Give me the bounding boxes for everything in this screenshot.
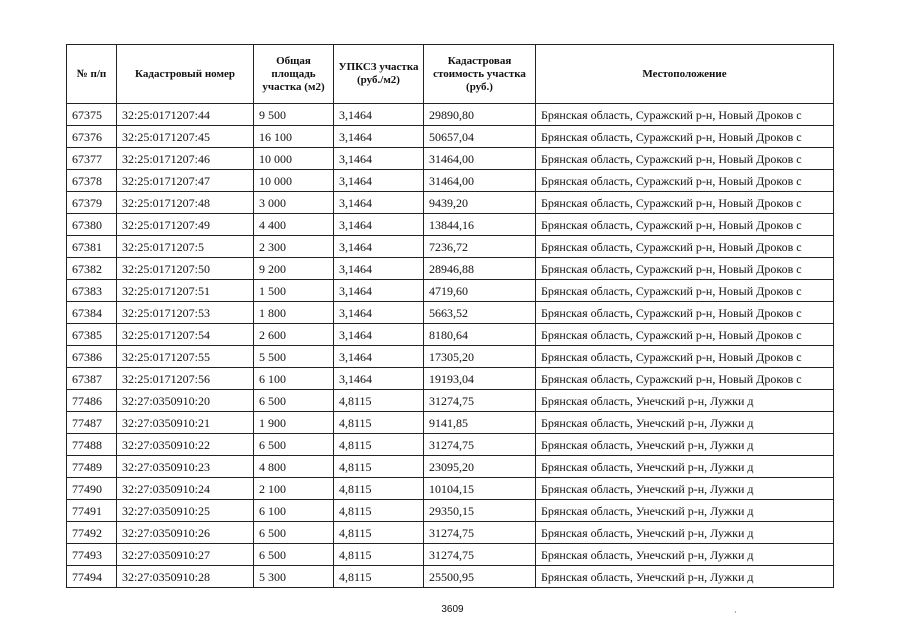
cell-location: Брянская область, Суражский р-н, Новый Дроков с (536, 192, 834, 214)
cell-area: 9 200 (254, 258, 334, 280)
cell-cadastral-number: 32:27:0350910:21 (117, 412, 254, 434)
cell-area: 5 500 (254, 346, 334, 368)
table-row (67, 478, 834, 500)
cell-upksz: 3,1464 (334, 104, 424, 126)
cell-number: 67382 (67, 258, 117, 280)
cell-location: Брянская область, Суражский р-н, Новый Дроков с (536, 214, 834, 236)
cell-area: 16 100 (254, 126, 334, 148)
cell-location: Брянская область, Суражский р-н, Новый Дроков с (536, 126, 834, 148)
cell-cadastral-value: 9141,85 (424, 412, 536, 434)
cell-location: Брянская область, Унечский р-н, Лужки д (536, 390, 834, 412)
table-row (67, 324, 834, 346)
cell-area: 2 600 (254, 324, 334, 346)
cell-cadastral-number: 32:25:0171207:53 (117, 302, 254, 324)
cell-cadastral-value: 5663,52 (424, 302, 536, 324)
cell-area: 1 800 (254, 302, 334, 324)
cell-cadastral-value: 29890,80 (424, 104, 536, 126)
table-row (67, 346, 834, 368)
cell-upksz: 4,8115 (334, 412, 424, 434)
cell-upksz: 3,1464 (334, 280, 424, 302)
cell-number: 77490 (67, 478, 117, 500)
cell-cadastral-number: 32:25:0171207:56 (117, 368, 254, 390)
table-row (67, 522, 834, 544)
cell-location: Брянская область, Суражский р-н, Новый Дроков с (536, 368, 834, 390)
cell-cadastral-value: 25500,95 (424, 566, 536, 588)
cell-cadastral-number: 32:25:0171207:5 (117, 236, 254, 258)
cell-number: 77489 (67, 456, 117, 478)
table-row (67, 214, 834, 236)
cell-number: 67380 (67, 214, 117, 236)
cell-location: Брянская область, Суражский р-н, Новый Дроков с (536, 346, 834, 368)
cell-upksz: 4,8115 (334, 522, 424, 544)
cell-cadastral-number: 32:27:0350910:27 (117, 544, 254, 566)
cell-location: Брянская область, Суражский р-н, Новый Дроков с (536, 302, 834, 324)
cell-upksz: 3,1464 (334, 214, 424, 236)
cell-number: 77492 (67, 522, 117, 544)
cell-number: 77493 (67, 544, 117, 566)
table-row (67, 302, 834, 324)
header-upksz: УПКСЗ участка (руб./м2) (334, 45, 424, 104)
cell-location: Брянская область, Суражский р-н, Новый Дроков с (536, 258, 834, 280)
cell-cadastral-value: 8180,64 (424, 324, 536, 346)
cell-area: 6 500 (254, 522, 334, 544)
cadastral-table (66, 44, 834, 588)
cell-area: 4 800 (254, 456, 334, 478)
cell-cadastral-value: 10104,15 (424, 478, 536, 500)
cell-upksz: 4,8115 (334, 390, 424, 412)
cell-location: Брянская область, Унечский р-н, Лужки д (536, 412, 834, 434)
cell-location: Брянская область, Унечский р-н, Лужки д (536, 544, 834, 566)
cell-location: Брянская область, Унечский р-н, Лужки д (536, 522, 834, 544)
cell-location: Брянская область, Унечский р-н, Лужки д (536, 566, 834, 588)
header-area: Общая площадь участка (м2) (254, 45, 334, 104)
cell-cadastral-value: 23095,20 (424, 456, 536, 478)
cell-cadastral-number: 32:27:0350910:25 (117, 500, 254, 522)
table-row (67, 566, 834, 588)
cell-upksz: 3,1464 (334, 236, 424, 258)
cell-location: Брянская область, Суражский р-н, Новый Дроков с (536, 280, 834, 302)
cell-area: 6 500 (254, 390, 334, 412)
cell-upksz: 4,8115 (334, 566, 424, 588)
cell-cadastral-value: 31274,75 (424, 544, 536, 566)
cell-number: 67376 (67, 126, 117, 148)
table-row (67, 170, 834, 192)
cell-area: 9 500 (254, 104, 334, 126)
header-cadastral-number: Кадастровый номер (117, 45, 254, 104)
cell-area: 3 000 (254, 192, 334, 214)
cell-cadastral-value: 17305,20 (424, 346, 536, 368)
cell-cadastral-value: 13844,16 (424, 214, 536, 236)
cell-area: 10 000 (254, 148, 334, 170)
cell-number: 67379 (67, 192, 117, 214)
cell-location: Брянская область, Суражский р-н, Новый Дроков с (536, 324, 834, 346)
cell-cadastral-value: 50657,04 (424, 126, 536, 148)
cell-location: Брянская область, Унечский р-н, Лужки д (536, 500, 834, 522)
cell-cadastral-number: 32:27:0350910:22 (117, 434, 254, 456)
cell-cadastral-number: 32:27:0350910:28 (117, 566, 254, 588)
cell-cadastral-number: 32:27:0350910:26 (117, 522, 254, 544)
cell-location: Брянская область, Суражский р-н, Новый Дроков с (536, 236, 834, 258)
table-row (67, 390, 834, 412)
cell-cadastral-value: 7236,72 (424, 236, 536, 258)
cell-upksz: 4,8115 (334, 478, 424, 500)
cell-location: Брянская область, Унечский р-н, Лужки д (536, 456, 834, 478)
cell-cadastral-number: 32:25:0171207:47 (117, 170, 254, 192)
table-row (67, 192, 834, 214)
cell-upksz: 4,8115 (334, 456, 424, 478)
cell-upksz: 3,1464 (334, 324, 424, 346)
cell-number: 67378 (67, 170, 117, 192)
table-row (67, 258, 834, 280)
header-cadastral-value: Кадастровая стоимость участка (руб.) (424, 45, 536, 104)
cell-number: 67377 (67, 148, 117, 170)
cell-number: 67386 (67, 346, 117, 368)
cell-number: 77486 (67, 390, 117, 412)
table-body (67, 104, 834, 588)
cell-cadastral-number: 32:25:0171207:48 (117, 192, 254, 214)
cell-number: 67375 (67, 104, 117, 126)
cell-location: Брянская область, Унечский р-н, Лужки д (536, 434, 834, 456)
cell-area: 6 100 (254, 500, 334, 522)
cell-cadastral-value: 31274,75 (424, 434, 536, 456)
cell-upksz: 3,1464 (334, 346, 424, 368)
cell-cadastral-number: 32:25:0171207:54 (117, 324, 254, 346)
table-row (67, 500, 834, 522)
cell-area: 2 300 (254, 236, 334, 258)
cell-upksz: 3,1464 (334, 258, 424, 280)
cell-upksz: 3,1464 (334, 126, 424, 148)
cell-cadastral-value: 28946,88 (424, 258, 536, 280)
cell-number: 77487 (67, 412, 117, 434)
table-header-row (67, 45, 834, 104)
cell-area: 6 500 (254, 544, 334, 566)
cell-upksz: 3,1464 (334, 170, 424, 192)
cell-area: 1 500 (254, 280, 334, 302)
cell-location: Брянская область, Унечский р-н, Лужки д (536, 478, 834, 500)
cell-area: 4 400 (254, 214, 334, 236)
cell-number: 67385 (67, 324, 117, 346)
table-row (67, 412, 834, 434)
cell-cadastral-value: 9439,20 (424, 192, 536, 214)
cell-cadastral-value: 31274,75 (424, 390, 536, 412)
cell-area: 2 100 (254, 478, 334, 500)
cell-upksz: 4,8115 (334, 434, 424, 456)
cell-number: 77488 (67, 434, 117, 456)
cell-upksz: 4,8115 (334, 500, 424, 522)
cell-cadastral-value: 19193,04 (424, 368, 536, 390)
cell-cadastral-value: 31464,00 (424, 170, 536, 192)
cell-cadastral-number: 32:25:0171207:45 (117, 126, 254, 148)
cell-cadastral-number: 32:25:0171207:51 (117, 280, 254, 302)
cell-cadastral-number: 32:25:0171207:55 (117, 346, 254, 368)
table-row (67, 126, 834, 148)
header-number: № п/п (67, 45, 117, 104)
cell-cadastral-number: 32:27:0350910:23 (117, 456, 254, 478)
cell-number: 67384 (67, 302, 117, 324)
cell-cadastral-number: 32:25:0171207:50 (117, 258, 254, 280)
table-row (67, 544, 834, 566)
cell-location: Брянская область, Суражский р-н, Новый Дроков с (536, 148, 834, 170)
cell-upksz: 4,8115 (334, 544, 424, 566)
cell-cadastral-number: 32:27:0350910:24 (117, 478, 254, 500)
table-row (67, 434, 834, 456)
cell-cadastral-number: 32:25:0171207:46 (117, 148, 254, 170)
table-row (67, 236, 834, 258)
cell-number: 67387 (67, 368, 117, 390)
cell-upksz: 3,1464 (334, 368, 424, 390)
cell-number: 77491 (67, 500, 117, 522)
cell-number: 77494 (67, 566, 117, 588)
cell-area: 6 500 (254, 434, 334, 456)
page-number: 3609 (441, 604, 464, 615)
table-row (67, 148, 834, 170)
cell-number: 67381 (67, 236, 117, 258)
cell-area: 10 000 (254, 170, 334, 192)
cell-number: 67383 (67, 280, 117, 302)
cell-upksz: 3,1464 (334, 148, 424, 170)
table-row (67, 280, 834, 302)
cell-area: 6 100 (254, 368, 334, 390)
cell-upksz: 3,1464 (334, 302, 424, 324)
cell-cadastral-number: 32:27:0350910:20 (117, 390, 254, 412)
scan-speck: · (734, 608, 737, 617)
cell-cadastral-value: 4719,60 (424, 280, 536, 302)
cell-cadastral-number: 32:25:0171207:44 (117, 104, 254, 126)
header-location: Местоположение (536, 45, 834, 104)
table-row (67, 104, 834, 126)
cell-area: 1 900 (254, 412, 334, 434)
table-row (67, 368, 834, 390)
cell-upksz: 3,1464 (334, 192, 424, 214)
cell-cadastral-value: 31274,75 (424, 522, 536, 544)
cell-area: 5 300 (254, 566, 334, 588)
cell-location: Брянская область, Суражский р-н, Новый Дроков с (536, 170, 834, 192)
cell-cadastral-value: 31464,00 (424, 148, 536, 170)
cell-cadastral-value: 29350,15 (424, 500, 536, 522)
table-row (67, 456, 834, 478)
cell-cadastral-number: 32:25:0171207:49 (117, 214, 254, 236)
cell-location: Брянская область, Суражский р-н, Новый Дроков с (536, 104, 834, 126)
